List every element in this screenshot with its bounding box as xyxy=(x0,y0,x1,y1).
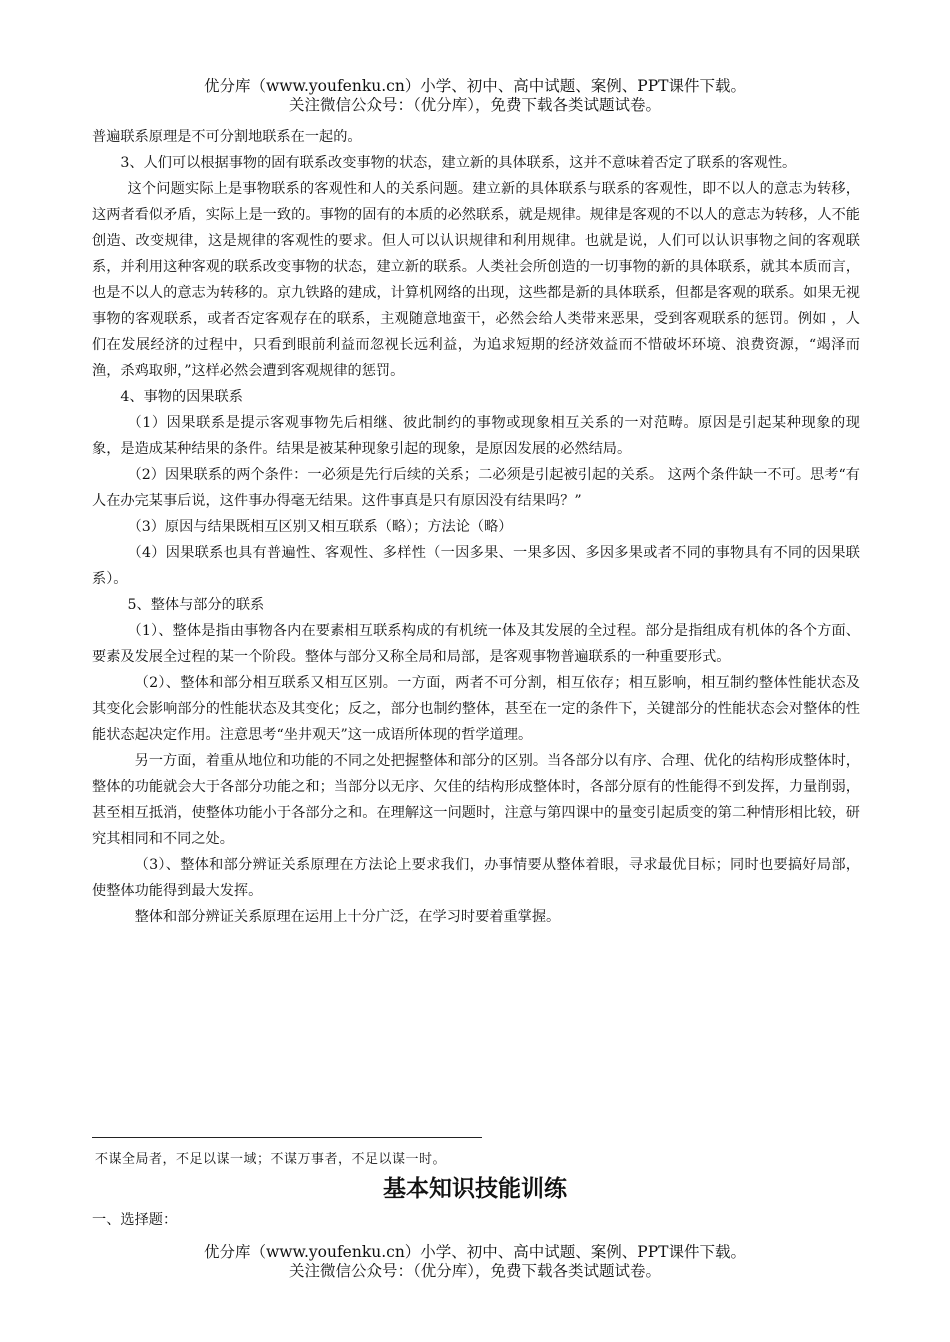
paragraph: （2）、整体和部分相互联系又相互区别。一方面，两者不可分割，相互依存；相互影响，相互制约整体性能状态及其变化会影响部分的性能状态及其变化；反之，部分也制约整体，甚至在一定的条件下，关键部分的性能状态会对整体的性能状态起决定作用。注意思考“坐井观天”这一成语所体现的哲学道理。 xyxy=(92,675,860,743)
footer-line-2: 关注微信公众号：（优分库），免费下载各类试题试卷。 xyxy=(288,1262,661,1280)
paragraph: 整体和部分辨证关系原理在运用上十分广泛，在学习时要着重掌握。 xyxy=(134,909,561,925)
paragraph: 3、人们可以根据事物的固有联系改变事物的状态，建立新的具体联系，这并不意味着否定了联系的客观性。 xyxy=(120,155,797,171)
page-footer xyxy=(0,1243,950,1281)
paragraph: （4）因果联系也具有普遍性、客观性、多样性（一因多果、一果多因、多因多果或者不同的事物具有不同的因果联系）。 xyxy=(92,545,860,587)
section-heading: 4、事物的因果联系 xyxy=(120,389,243,405)
page-header xyxy=(0,77,950,115)
subheading: 一、选择题： xyxy=(92,1212,178,1228)
paragraph: 另一方面，着重从地位和功能的不同之处把握整体和部分的区别。当各部分以有序、合理、优化的结构形成整体时，整体的功能就会大于各部分功能之和；当部分以无序、欠佳的结构形成整体时，各部分原有的性能得不到发挥，力量削弱，甚至相互抵消，使整体功能小于各部分之和。在理解这一问题时，注意与第四课中的量变引起质变的第二种情形相比较，研究其相同和不同之处。 xyxy=(92,753,860,847)
paragraph: 这个问题实际上是事物联系的客观性和人的关系问题。建立新的具体联系与联系的客观性，即不以人的意志为转移，这两者看似矛盾，实际上是一致的。事物的固有的本质的必然联系，就是规律。规律是客观的不以人的意志为转移，人不能创造、改变规律，这是规律的客观性的要求。但人可以认识规律和利用规律。也就是说，人们可以认识事物之间的客观联系，并利用这种客观的联系改变事物的状态，建立新的联系。人类社会所创造的一切事物的新的具体联系，就其本质而言，也是不以人的意志为转移的。京九铁路的建成，计算机网络的出现，这些都是新的具体联系，但都是客观的联系。如果无视事物的客观联系，或者否定客观存在的联系，主观随意地蛮干，必然会给人类带来恶果，受到客观联系的惩罚。例如 ，人们在发展经济的过程中，只看到眼前利益而忽视长远利益，为追求短期的经济效益而不惜破坏环境、浪费资源，“竭泽而渔，杀鸡取卵，”这样必然会遭到客观规律的惩罚。 xyxy=(92,181,860,379)
paragraph: （3）原因与结果既相互区别又相互联系（略）；方法论（略） xyxy=(127,519,513,535)
footnote: 不谋全局者，不足以谋一域；不谋万事者，不足以谋一时。 xyxy=(95,1152,447,1167)
paragraph: （1）因果联系是提示客观事物先后相继、彼此制约的事物或现象相互关系的一对范畴。原因是引起某种现象的现象，是造成某种结果的条件。结果是被某种现象引起的现象，是原因发展的必然结局。 xyxy=(92,415,860,457)
section-heading: 5、整体与部分的联系 xyxy=(127,597,265,613)
footnote-divider xyxy=(92,1137,482,1138)
footer-line-1: 优分库（www.youfenku.cn）小学、初中、高中试题、案例、PPT课件下载。 xyxy=(203,1243,747,1261)
paragraph: （2）因果联系的两个条件：一必须是先行后续的关系；二必须是引起被引起的关系。 这两个条件缺一不可。思考“有人在办完某事后说，这件事办得毫无结果。这件事真是只有原因没有结果吗？” xyxy=(92,467,860,509)
paragraph: （3）、整体和部分辨证关系原理在方法论上要求我们，办事情要从整体着眼，寻求最优目标；同时也要搞好局部，使整体功能得到最大发挥。 xyxy=(92,857,860,899)
paragraph: 普遍联系原理是不可分割地联系在一起的。 xyxy=(92,129,362,145)
paragraph: （1）、整体是指由事物各内在要素相互联系构成的有机统一体及其发展的全过程。部分是指组成有机体的各个方面、要素及发展全过程的某一个阶段。整体与部分又称全局和局部，是客观事物普遍联系的一种重要形式。 xyxy=(92,623,860,665)
section-title: 基本知识技能训练 xyxy=(383,1176,567,1202)
header-line-1: 优分库（www.youfenku.cn）小学、初中、高中试题、案例、PPT课件下载。 xyxy=(203,77,747,95)
header-line-2: 关注微信公众号：（优分库），免费下载各类试题试卷。 xyxy=(288,96,661,114)
document-body xyxy=(92,124,860,930)
